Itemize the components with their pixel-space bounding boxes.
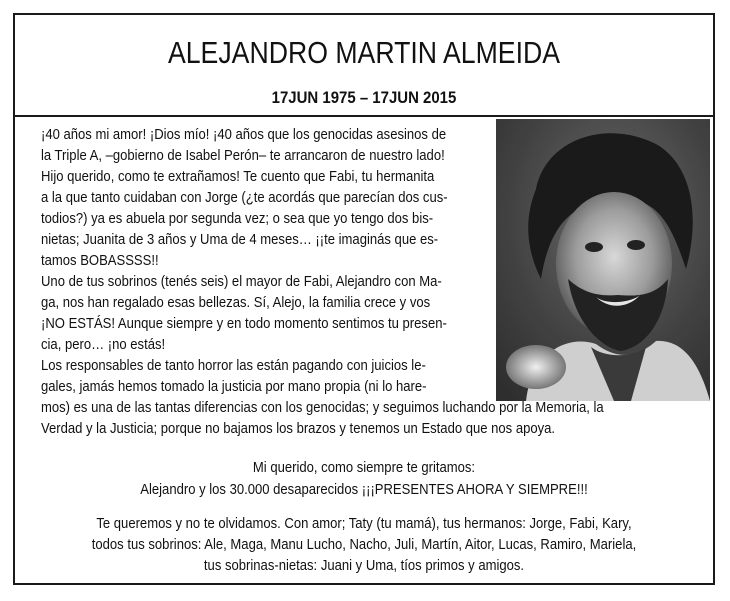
message-line: la Triple A, –gobierno de Isabel Perón– te arrancaron de nuestro lado! — [41, 147, 445, 164]
message-line: Los responsables de tanto horror las están pagando con juicios le- — [41, 357, 426, 374]
signature-line: tus sobrinas-nietas: Juani y Uma, tíos primos y amigos. — [203, 557, 525, 574]
message-line: Verdad y la Justicia; porque no bajamos los brazos y tenemos un Estado que nos apoya. — [41, 420, 556, 437]
memorial-notice-frame — [13, 13, 715, 585]
message-line: todios?) ya es abuela por segunda vez; o sea que yo tengo dos bis- — [41, 210, 434, 227]
message-line: Hijo querido, como te extrañamos! Te cuento que Fabi, tu hermanita — [41, 168, 435, 185]
message-line: nietas; Juanita de 3 años y Uma de 4 meses… ¡¡te imaginás que es- — [41, 231, 439, 248]
signature-block — [15, 514, 713, 576]
notice-header — [15, 15, 713, 117]
message-line: tamos BOBASSSS!! — [41, 252, 159, 269]
signature-line: Te queremos y no te olvidamos. Con amor; Taty (tu mamá), tus hermanos: Jorge, Fabi, Kary, — [96, 515, 632, 532]
message-line: mos) es una de las tantas diferencias con los genocidas; y seguimos luchando por la Memoria, la — [41, 399, 604, 416]
signature-line: todos tus sobrinos: Ale, Maga, Manu Lucho, Nacho, Juli, Martín, Aitor, Lucas, Ramiro, Mariela, — [91, 536, 637, 553]
message-line: ¡40 años mi amor! ¡Dios mío! ¡40 años que los genocidas asesinos de — [41, 126, 447, 143]
cry-line: Mi querido, como siempre te gritamos: — [252, 459, 476, 476]
person-name: ALEJANDRO MARTIN ALMEIDA — [167, 35, 561, 70]
message-line: gales, jamás hemos tomado la justicia por mano propia (ni lo hare- — [41, 378, 427, 395]
portrait-photo — [496, 119, 710, 401]
message-line: ga, nos han regalado esas bellezas. Sí, Alejo, la familia crece y vos — [41, 294, 431, 311]
portrait-photo-icon — [496, 119, 710, 401]
message-line: Uno de tus sobrinos (tenés seis) el mayor de Fabi, Alejandro con Ma- — [41, 273, 442, 290]
message-line: cia, pero… ¡no estás! — [41, 336, 166, 353]
cry-block — [15, 458, 713, 500]
life-dates: 17JUN 1975 – 17JUN 2015 — [271, 88, 457, 107]
cry-line: Alejandro y los 30.000 desaparecidos ¡¡¡PRESENTES AHORA Y SIEMPRE!!! — [140, 481, 588, 498]
message-line: ¡NO ESTÁS! Aunque siempre y en todo momento sentimos tu presen- — [41, 315, 447, 332]
message-line: a la que tanto cuidaban con Jorge (¿te acordás que parecían dos cus- — [41, 189, 448, 206]
